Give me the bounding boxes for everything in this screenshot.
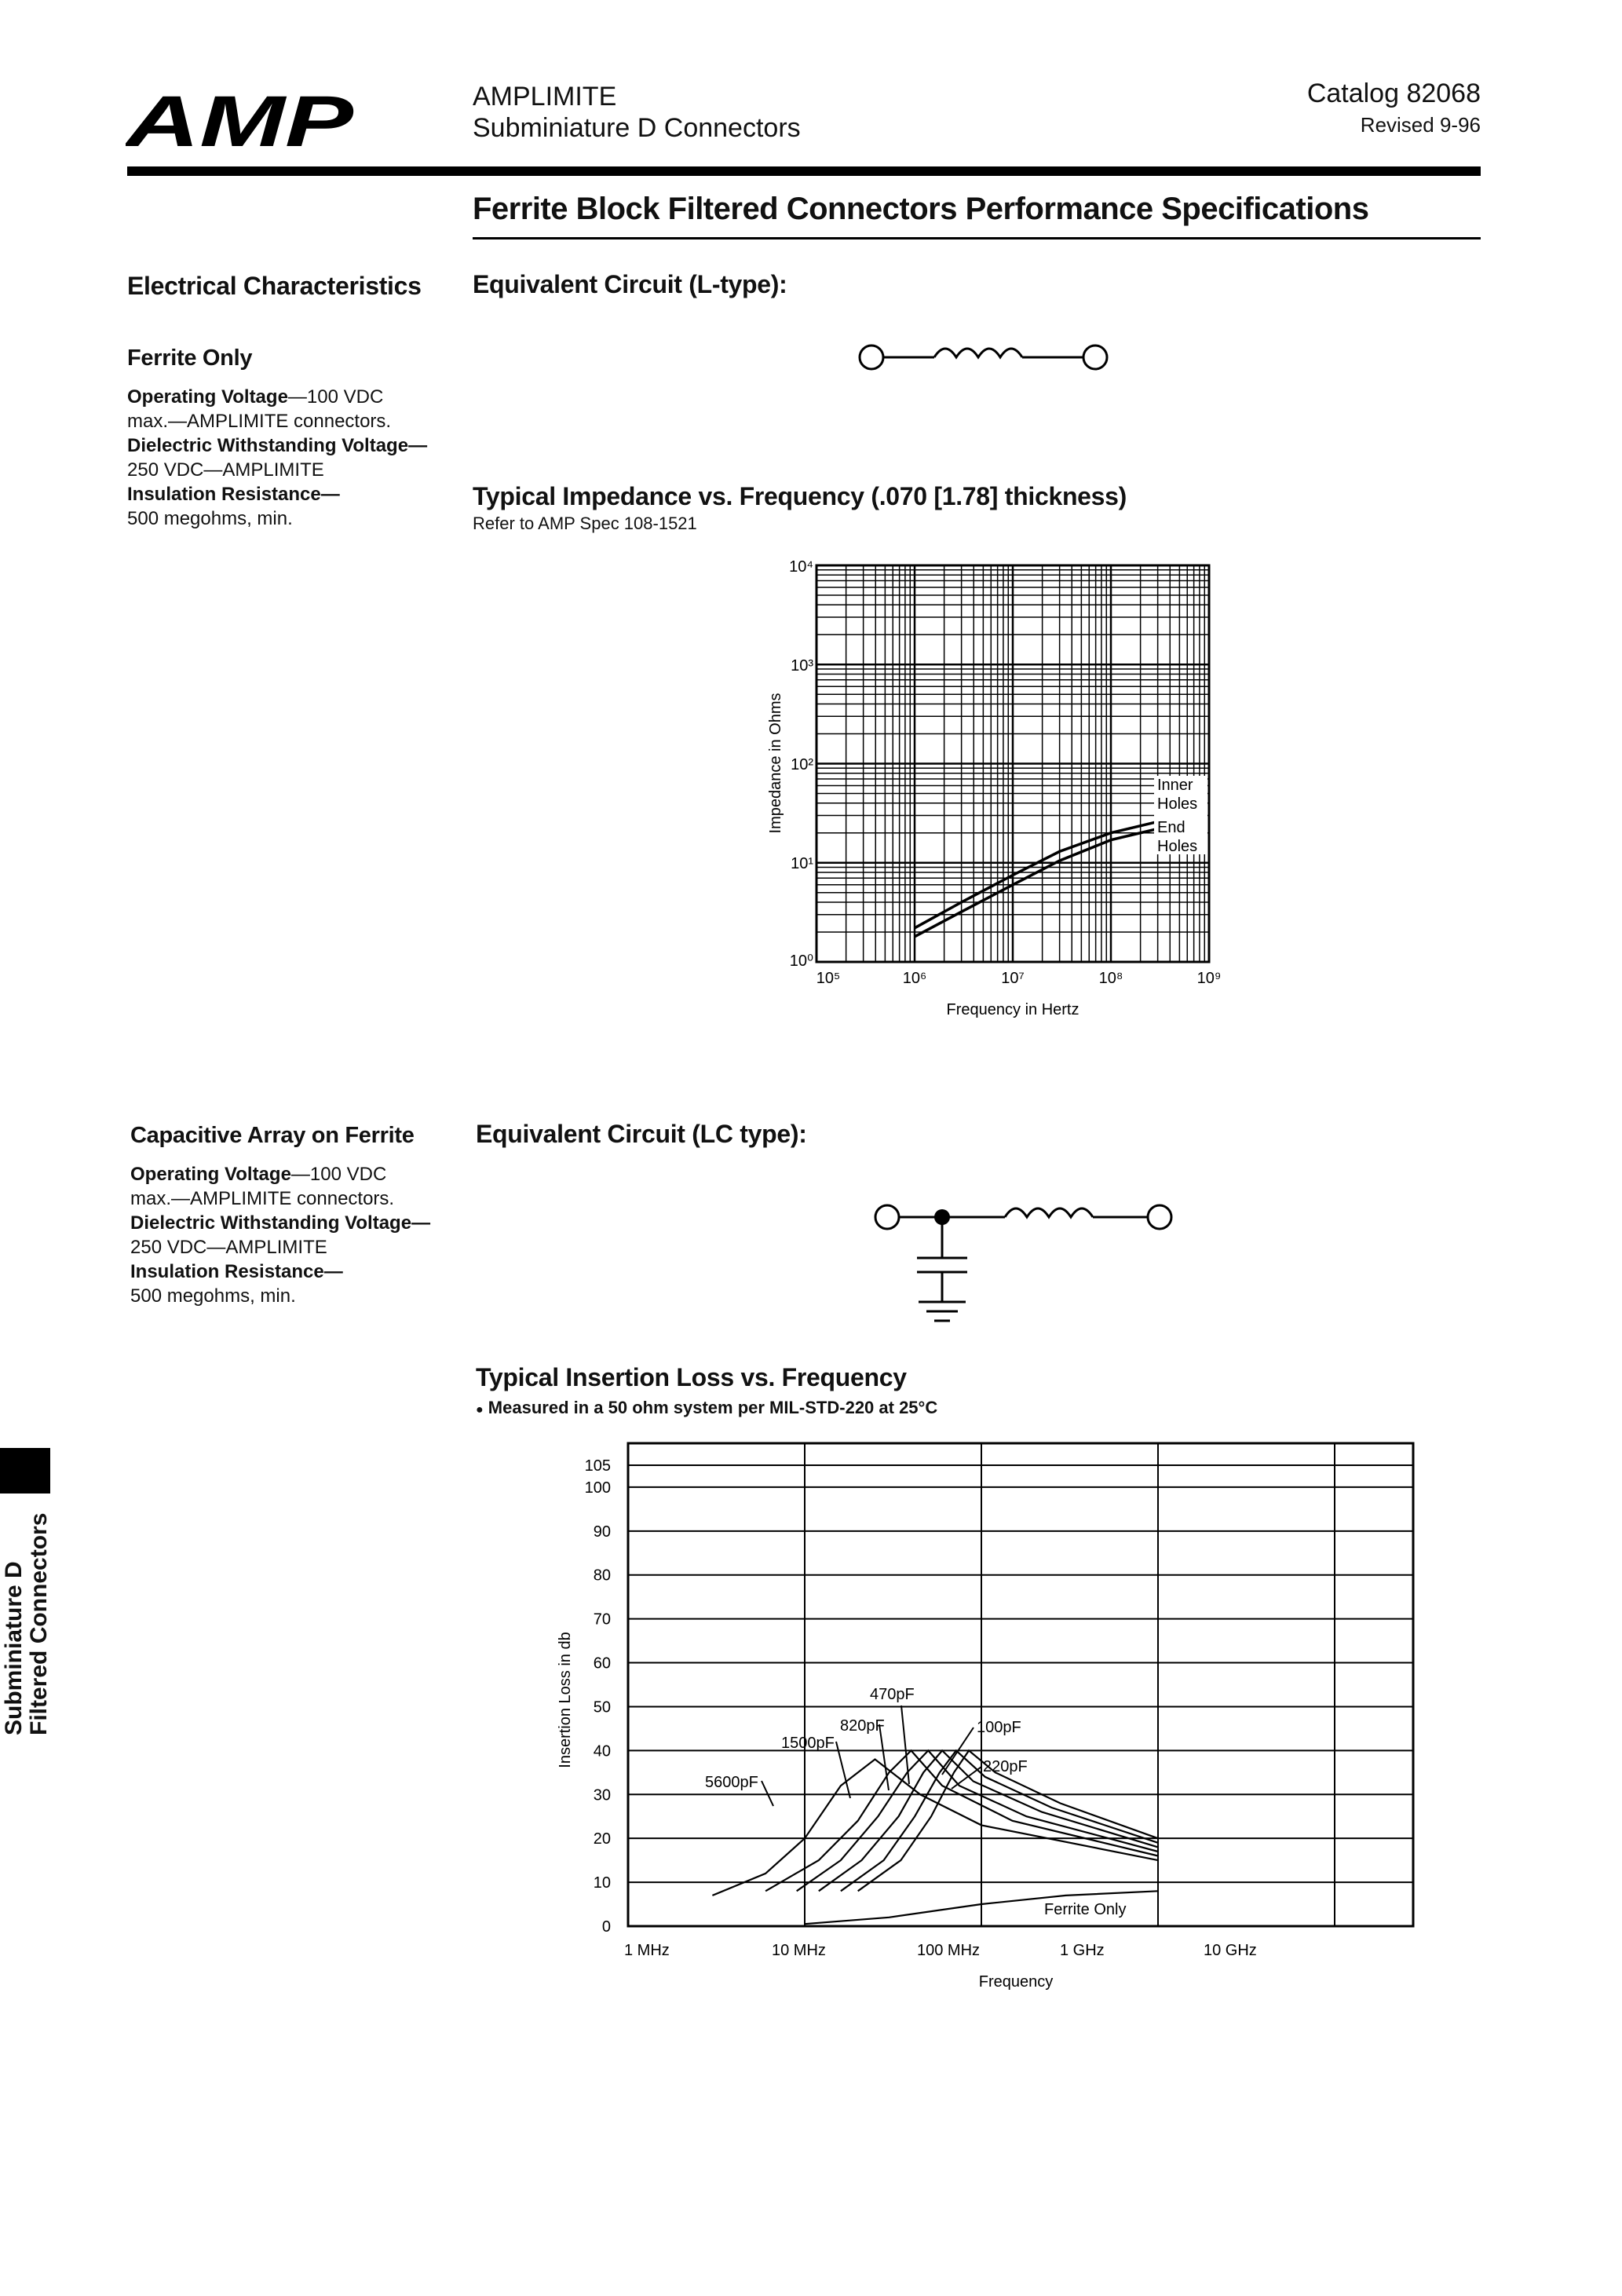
amp-logo-graphic [126,93,361,154]
insulation-resistance-value: 500 megohms, min. [130,1285,296,1307]
circuit-lc-diagram [864,1186,1193,1343]
impedance-x-tick: 10⁷ [1001,970,1025,987]
bullet: ● [476,1403,484,1417]
impedance-x-tick: 10⁹ [1196,970,1222,987]
impedance-x-axis-label: Frequency in Hertz [946,1001,1080,1018]
insertion-chart-note-text: Measured in a 50 ohm system per MIL-STD-220 at 25°C [488,1398,938,1417]
insulation-resistance-dash: — [323,1261,343,1282]
revision-date: Revised 9-96 [1360,113,1481,137]
insertion-series-labels [705,1686,1126,1918]
side-tab-line2: Filtered Connectors [26,1512,52,1735]
catalog-number: Catalog 82068 [1306,79,1481,108]
circuit-l-title: Equivalent Circuit (L-type): [473,270,787,298]
dielectric-voltage-label: Dielectric Withstanding Voltage [127,435,409,456]
impedance-y-tick: 10³ [791,657,813,675]
insulation-resistance-label: Insulation Resistance [127,484,321,505]
insertion-series-1500pf [765,1750,1158,1891]
operating-voltage-label: Operating Voltage [127,386,288,408]
insertion-y-tick: 100 [584,1479,611,1497]
series-label-ferrite-only: Ferrite Only [1044,1901,1127,1918]
insertion-x-tick: 100 MHz [917,1942,981,1959]
insulation-resistance-dash: — [320,484,340,505]
side-tab-label [2,1513,52,1735]
inner-holes-label-2: Holes [1157,795,1198,813]
impedance-chart-title: Typical Impedance vs. Frequency (.070 [1.78] thickness) [473,482,1127,510]
insertion-x-tick: 1 MHz [624,1942,670,1959]
insertion-series [712,1750,1158,1924]
dielectric-voltage-value: 250 VDC—AMPLIMITE [127,459,324,481]
insertion-y-tick: 60 [593,1654,611,1673]
impedance-x-ticks [816,970,1222,987]
impedance-y-tick: 10⁴ [789,558,813,576]
dielectric-voltage-dash: — [408,435,428,456]
series-label-1500pF: 1500pF [781,1735,835,1752]
dielectric-voltage-dash: — [411,1212,431,1234]
insertion-y-ticks [585,1457,611,1936]
insertion-y-tick: 50 [593,1698,611,1717]
insertion-y-tick: 105 [584,1457,611,1475]
impedance-series-end-holes [915,829,1158,937]
header-rule [127,166,1481,176]
operating-voltage-note: max.—AMPLIMITE connectors. [127,411,392,432]
insertion-x-axis-label: Frequency [978,1973,1054,1991]
impedance-x-tick: 10⁵ [816,970,841,987]
impedance-chart [754,550,1256,1036]
series-subtitle: Subminiature D Connectors [473,113,801,143]
insertion-y-tick: 0 [601,1918,611,1936]
amp-logo [126,93,361,154]
operating-voltage-note: max.—AMPLIMITE connectors. [130,1188,395,1209]
series-label-820pF: 820pF [840,1717,885,1735]
side-tab-line1: Subminiature D [1,1561,27,1735]
insertion-x-tick: 1 GHz [1060,1942,1105,1959]
insertion-chart-title: Typical Insertion Loss vs. Frequency [476,1363,907,1391]
insertion-x-tick: 10 MHz [772,1942,826,1959]
side-tab-block [0,1448,50,1493]
dielectric-voltage-label: Dielectric Withstanding Voltage [130,1212,412,1234]
impedance-x-tick: 10⁸ [1098,970,1123,987]
insertion-y-tick: 80 [593,1567,611,1585]
series-label-220pF: 220pF [983,1758,1028,1775]
insertion-series-820pf [797,1750,1158,1891]
end-holes-label-1: End [1157,819,1185,836]
end-holes-label-2: Holes [1157,838,1198,855]
insertion-plot-frame [628,1443,1413,1926]
series-label-5600pF: 5600pF [705,1774,758,1791]
amp-logo-text: AMP [126,93,354,154]
insulation-resistance-value: 500 megohms, min. [127,508,293,529]
insertion-y-tick: 30 [593,1786,611,1804]
insertion-y-axis-label: Insertion Loss in db [557,1632,574,1768]
operating-voltage-label: Operating Voltage [130,1164,291,1185]
insertion-y-tick: 20 [593,1830,611,1848]
impedance-grid [816,565,1209,962]
insulation-resistance-label: Insulation Resistance [130,1261,324,1282]
insertion-y-tick: 70 [593,1610,611,1629]
impedance-series [915,821,1158,936]
operating-voltage-value: —100 VDC [287,386,384,408]
insertion-chart-note [476,1398,937,1418]
electrical-characteristics-heading: Electrical Characteristics [127,272,422,300]
impedance-y-axis-label: Impedance in Ohms [767,693,784,834]
ferrite-only-specs [127,385,457,531]
insertion-x-tick: 10 GHz [1204,1942,1257,1959]
insertion-loss-chart [550,1429,1429,2002]
operating-voltage-value: —100 VDC [290,1164,387,1185]
insertion-y-tick: 10 [593,1874,611,1892]
title-rule [473,237,1481,239]
capacitive-array-heading: Capacitive Array on Ferrite [130,1123,415,1148]
insertion-grid [628,1443,1413,1926]
circuit-lc-title: Equivalent Circuit (LC type): [476,1120,807,1148]
insertion-y-tick: 90 [593,1523,611,1541]
impedance-y-ticks [789,558,813,970]
dielectric-voltage-value: 250 VDC—AMPLIMITE [130,1237,327,1258]
series-name: AMPLIMITE [473,82,617,112]
insertion-y-tick: 40 [593,1742,611,1760]
inner-holes-label-1: Inner [1157,777,1193,794]
page-title: Ferrite Block Filtered Connectors Performance Specifications [473,192,1369,226]
insertion-x-ticks [624,1942,1257,1959]
ferrite-only-heading: Ferrite Only [127,345,253,371]
circuit-l-diagram [848,330,1131,385]
series-label-100pF: 100pF [977,1719,1021,1736]
impedance-chart-note: Refer to AMP Spec 108-1521 [473,514,697,533]
series-label-470pF: 470pF [870,1686,915,1703]
impedance-y-tick: 10¹ [791,855,813,872]
impedance-x-tick: 10⁶ [902,970,927,987]
impedance-y-tick: 10⁰ [789,952,813,970]
impedance-y-tick: 10² [791,756,813,773]
capacitive-array-specs [130,1162,460,1308]
